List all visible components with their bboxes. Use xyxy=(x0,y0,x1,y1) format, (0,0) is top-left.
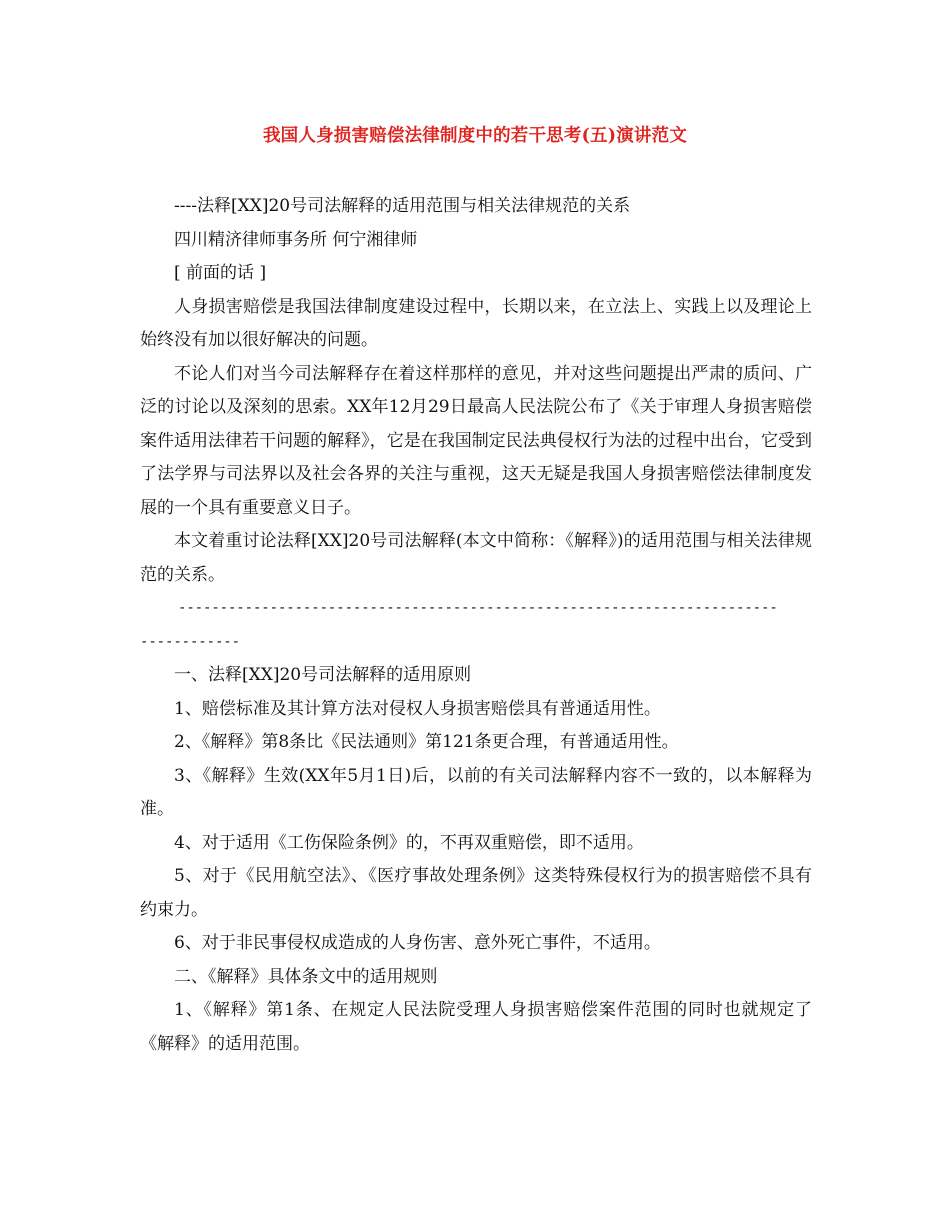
intro-paragraph: 不论人们对当今司法解释存在着这样那样的意见，并对这些问题提出严肃的质问、广泛的讨论以及深刻的思索。XX年12月29日最高人民法院公布了《关于审理人身损害赔偿案件适用法律若干问题的解释》，它是在我国制定民法典侵权行为法的过程中出台，它受到了法学界与司法界以及社会各界的关注与重视，这天无疑是我国人身损害赔偿法律制度发展的一个具有重要意义日子。 xyxy=(140,363,812,518)
author-line: 四川精济律师事务所 何宁湘律师 xyxy=(174,229,418,250)
document-title: 我国人身损害赔偿法律制度中的若干思考(五)演讲范文 xyxy=(262,126,688,146)
document-body xyxy=(140,190,812,1061)
section-heading: 二、《解释》具体条文中的适用规则 xyxy=(174,966,438,987)
list-item: 1、《解释》第1条、在规定人民法院受理人身损害赔偿案件范围的同时也就规定了《解释》的适用范围。 xyxy=(140,1000,812,1054)
document-subtitle: ----法释[XX]20号司法解释的适用范围与相关法律规范的关系 xyxy=(174,196,631,216)
list-item: 6、对于非民事侵权成造成的人身伤害、意外死亡事件，不适用。 xyxy=(174,933,661,953)
list-item: 2、《解释》第8条比《民法通则》第121条更合理，有普通适用性。 xyxy=(174,732,679,752)
dashed-divider xyxy=(140,592,812,659)
list-item: 3、《解释》生效(XX年5月1日)后，以前的有关司法解释内容不一致的，以本解释为准。 xyxy=(140,765,812,819)
list-item: 4、对于适用《工伤保险条例》的，不再双重赔偿，即不适用。 xyxy=(174,832,644,853)
preface-heading: [ 前面的话 ] xyxy=(174,263,267,283)
intro-paragraph: 人身损害赔偿是我国法律制度建设过程中，长期以来，在立法上、实践上以及理论上始终没有加以很好解决的问题。 xyxy=(140,296,812,350)
intro-paragraph: 本文着重讨论法释[XX]20号司法解释(本文中简称：《解释》)的适用范围与相关法律规范的关系。 xyxy=(140,531,812,585)
section-heading: 一、法释[XX]20号司法解释的适用原则 xyxy=(174,665,472,685)
divider-line: ------------------------------------------------------------------------ xyxy=(178,600,778,616)
list-item: 1、赔偿标准及其计算方法对侵权人身损害赔偿具有普通适用性。 xyxy=(174,698,661,719)
divider-line: ------------ xyxy=(140,633,240,650)
list-item: 5、对于《民用航空法》、《医疗事故处理条例》这类特殊侵权行为的损害赔偿不具有约束力。 xyxy=(140,866,812,920)
